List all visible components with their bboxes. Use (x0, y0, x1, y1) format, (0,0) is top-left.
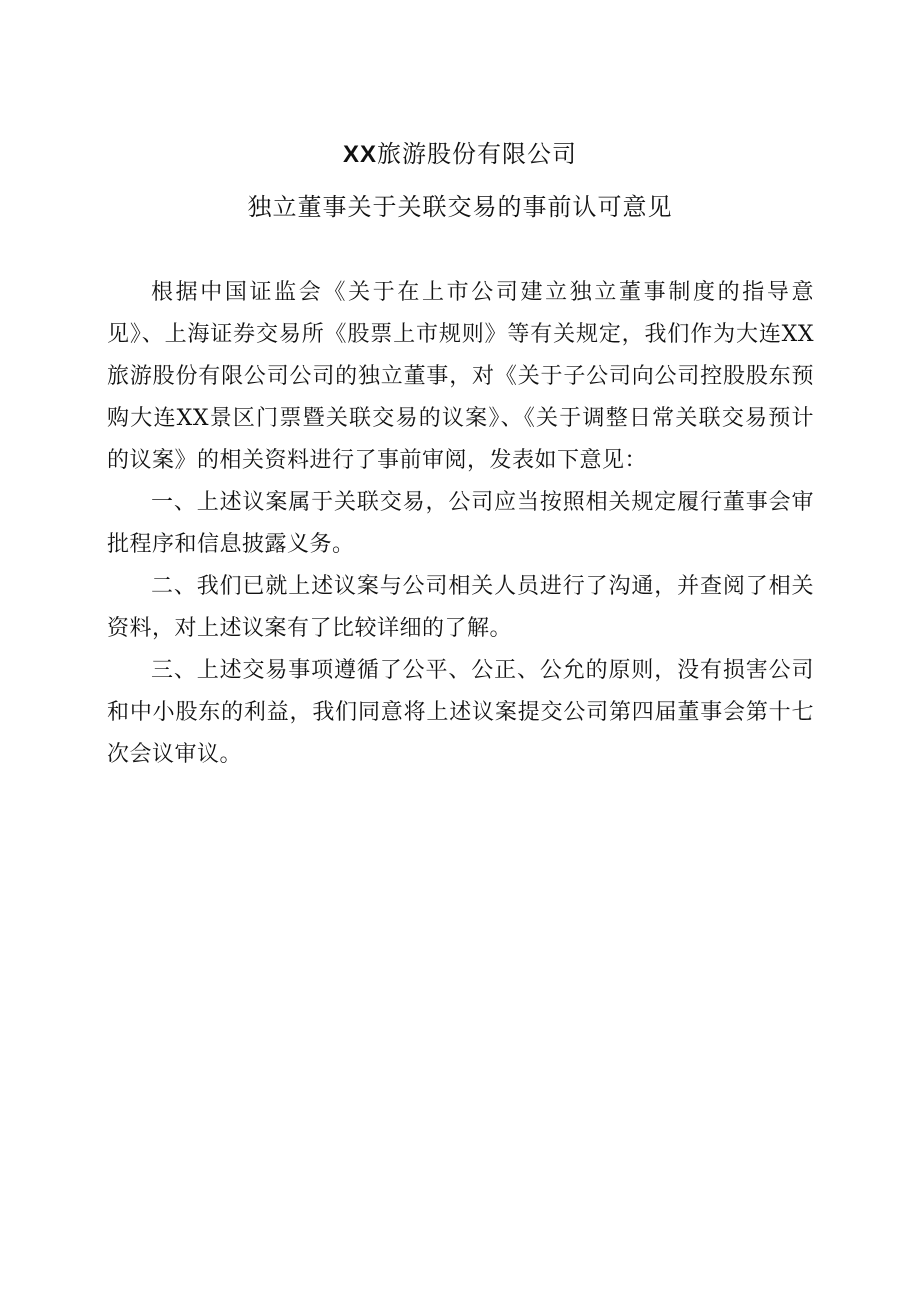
paragraph-intro: 根据中国证监会《关于在上市公司建立独立董事制度的指导意见》、上海证券交易所《股票上市规则》等有关规定，我们作为大连XX旅游股份有限公司公司的独立董事，对《关于子公司向公司控股股东预购大连XX景区门票暨关联交易的议案》、《关于调整日常关联交易预计的议案》的相关资料进行了事前审阅，发表如下意见： (107, 280, 814, 473)
paragraph-opinion-3: 三、上述交易事项遵循了公平、公正、公允的原则，没有损害公司和中小股东的利益，我们同意将上述议案提交公司第四届董事会第十七次会议审议。 (107, 658, 814, 767)
company-title-prefix: XX (342, 141, 377, 168)
paragraph-opinion-1: 一、上述议案属于关联交易，公司应当按照相关规定履行董事会审批程序和信息披露义务。 (107, 490, 814, 557)
document-body (107, 272, 814, 776)
company-title (0, 128, 920, 181)
title-block (0, 128, 920, 233)
company-title-suffix: 旅游股份有限公司 (377, 140, 577, 168)
paragraph-opinion-2: 二、我们已就上述议案与公司相关人员进行了沟通，并查阅了相关资料，对上述议案有了比较详细的了解。 (107, 574, 814, 641)
document-subtitle: 独立董事关于关联交易的事前认可意见 (247, 193, 673, 221)
